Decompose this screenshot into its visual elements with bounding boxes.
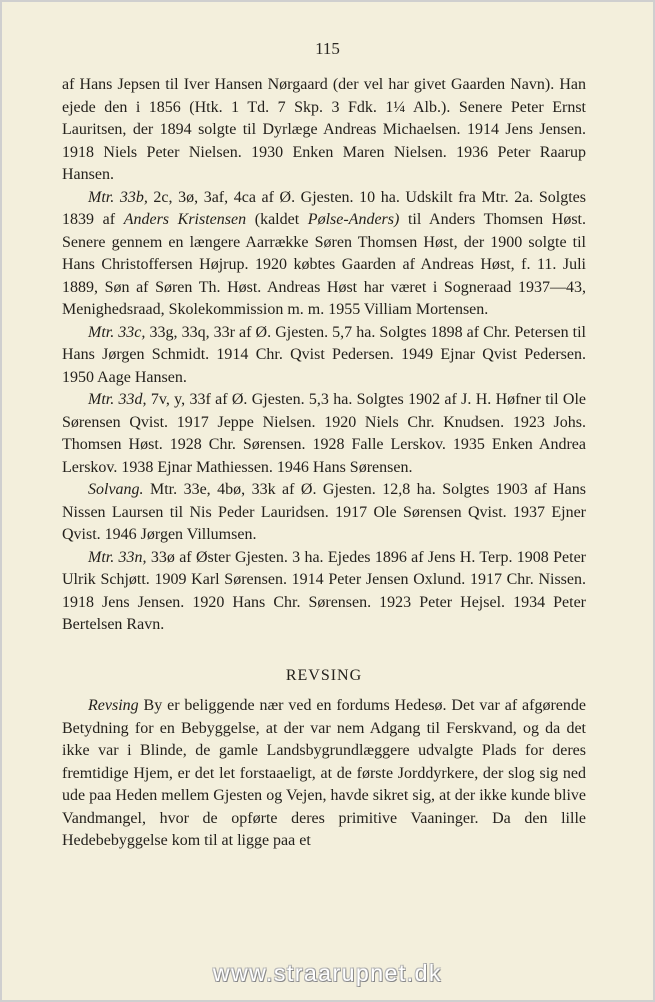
paragraph-lead: Mtr. 33c, [88, 323, 146, 341]
paragraph-text: 33ø af Øster Gjesten. 3 ha. Ejedes 1896 af Jens H. Terp. 1908 Peter Ulrik Schjøtt. 1909 Karl Sørensen. 1914 Peter Jensen Oxlund. 1917 Chr. Nissen. 1918 Jens Jensen. 1920 Hans Chr. Sørensen. 1923 Peter Hejsel. 1934 Peter Bertelsen Ravn. [62, 548, 587, 633]
paragraph-text: Mtr. 33e, 4bø, 33k af Ø. Gjesten. 12,8 ha. Solgtes 1903 af Hans Nissen Laursen til Nis Peder Lauridsen. 1917 Ole Sørensen Qvist. 1937 Ejner Qvist. 1946 Jørgen Villumsen. [62, 481, 586, 543]
site-watermark: www.straarupnet.dk [213, 960, 442, 986]
paragraph-continuation: af Hans Jepsen til Iver Hansen Nørgaard (der vel har givet Gaarden Navn). Han ejede den i 1856 (Htk. 1 Td. 7 Skp. 3 Fdk. 1¼ Alb.). Senere Peter Ernst Lauritsen, der 1894 solgte til Dyrlæge Andreas Michaelsen. 1914 Jens Jensen. 1918 Niels Peter Nielsen. 1930 Enken Maren Nielsen. 1936 Peter Raarup Hansen. [62, 76, 586, 183]
page-body [62, 74, 586, 853]
paragraph-text: 33g, 33q, 33r af Ø. Gjesten. 5,7 ha. Solgtes 1898 af Chr. Petersen til Hans Jørgen Schmidt. 1914 Chr. Qvist Pedersen. 1949 Ejnar Qvist Pedersen. 1950 Aage Hansen. [62, 323, 586, 386]
page-number: 115 [315, 39, 340, 58]
paragraph-lead: Mtr. 33b, [88, 188, 148, 206]
paragraph-solvang [62, 479, 586, 547]
person-name: Anders Kristensen [123, 211, 247, 228]
paragraph-text: 7v, y, 33f af Ø. Gjesten. 5,3 ha. Solgtes 1902 af J. H. Høfner til Ole Sørensen Qvist. 1917 Jeppe Nielsen. 1920 Niels Chr. Knudsen. 1923 Johs. Thomsen Høst. 1928 Chr. Sørensen. 1928 Falle Lerskov. 1935 Enken Andrea Lerskov. 1938 Ejnar Mathiessen. 1946 Hans Sørensen. [62, 391, 586, 476]
paragraph-text: By er beliggende nær ved en fordums Hedesø. Det var af afgørende Betydning for en Bebyggelse, at der var nem Adgang til Ferskvand, og da det ikke var i Blinde, de gamle Landsbygrundlæggere udvalgte Plads for deres fremtidige Hjem, er det let forstaaeligt, at de første Jorddyrkere, der slog sig ned ude paa Heden mellem Gjesten og Vejen, havde sikret sig, at der ikke kunde blive Vandmangel, hvor de opførte deres primitive Vaaninger. Da den lille Hedebebyggelse kom til at ligge paa et [62, 697, 586, 849]
paragraph-lead: Mtr. 33d, [88, 391, 147, 408]
paragraph-mtr-33b [62, 187, 586, 322]
book-page [2, 2, 653, 1000]
paragraph-text: 2c, 3ø, 3af, 4ca af Ø. Gjesten. 10 ha. Udskilt fra Mtr. 2a. Solgtes 1839 af [62, 188, 587, 228]
nickname: Pølse-Anders) [307, 211, 400, 228]
paragraph-lead: Revsing [88, 697, 139, 714]
paragraph-mtr-33c [62, 322, 586, 390]
paragraph-mtr-33n [62, 547, 586, 637]
paragraph-text: til Anders Thomsen Høst. Senere gennem en længere Aarrække Søren Thomsen Høst, der 1900 solgte til Hans Christoffersen Højrup. 1920 købtes Gaarden af Andreas Høst, f. 11. Juli 1889, Søn af Søren Th. Høst. Andreas Høst har været i Sogneraad 1937—43, Menighedsraad, Skolekommission m. m. 1955 Villiam Mortensen. [62, 211, 586, 318]
paragraph-lead: Solvang. [88, 481, 144, 498]
paragraph-lead: Mtr. 33n, [88, 548, 147, 566]
paragraph-mtr-33d [62, 389, 586, 479]
section-heading: REVSING [285, 666, 363, 684]
paragraph-revsing [62, 695, 586, 853]
paragraph-text: (kaldet [246, 211, 308, 228]
